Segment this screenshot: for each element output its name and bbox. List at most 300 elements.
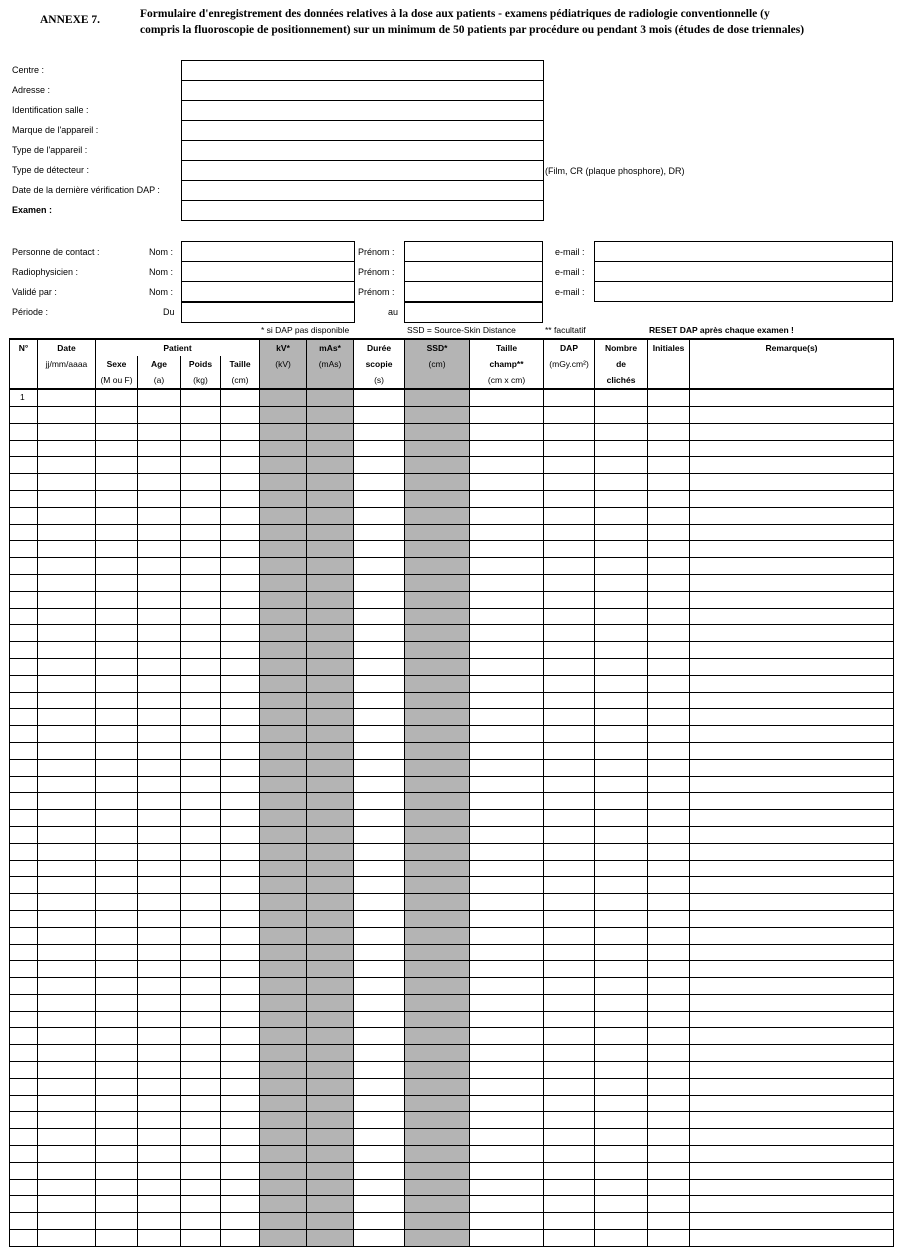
table-cell[interactable] xyxy=(38,389,96,407)
table-cell[interactable] xyxy=(544,944,595,961)
table-cell[interactable] xyxy=(690,541,894,558)
table-cell[interactable] xyxy=(96,457,138,474)
table-cell[interactable] xyxy=(470,759,544,776)
table-cell[interactable] xyxy=(354,608,405,625)
table-cell[interactable] xyxy=(307,692,354,709)
table-cell[interactable] xyxy=(181,423,221,440)
table-cell[interactable] xyxy=(10,826,38,843)
table-cell[interactable] xyxy=(138,1146,181,1163)
table-cell[interactable] xyxy=(544,826,595,843)
table-cell[interactable] xyxy=(354,541,405,558)
table-cell[interactable] xyxy=(221,1230,260,1247)
table-cell[interactable] xyxy=(96,742,138,759)
table-cell[interactable] xyxy=(307,759,354,776)
table-cell[interactable] xyxy=(181,1146,221,1163)
table-cell[interactable] xyxy=(648,994,690,1011)
table-cell[interactable] xyxy=(544,894,595,911)
table-cell[interactable] xyxy=(595,978,648,995)
table-cell[interactable] xyxy=(38,675,96,692)
table-cell[interactable] xyxy=(690,507,894,524)
table-cell[interactable] xyxy=(260,658,307,675)
table-cell[interactable] xyxy=(405,759,470,776)
table-cell[interactable] xyxy=(260,793,307,810)
device-field-input[interactable] xyxy=(181,180,544,201)
table-cell[interactable] xyxy=(595,642,648,659)
table-cell[interactable] xyxy=(595,776,648,793)
table-cell[interactable] xyxy=(354,961,405,978)
table-cell[interactable] xyxy=(38,1213,96,1230)
table-cell[interactable] xyxy=(354,524,405,541)
table-cell[interactable] xyxy=(544,1179,595,1196)
table-cell[interactable] xyxy=(260,1062,307,1079)
table-cell[interactable] xyxy=(470,810,544,827)
table-cell[interactable] xyxy=(690,927,894,944)
table-cell[interactable] xyxy=(544,642,595,659)
table-cell[interactable] xyxy=(544,709,595,726)
table-cell[interactable] xyxy=(260,843,307,860)
table-cell[interactable] xyxy=(10,558,38,575)
table-cell[interactable] xyxy=(96,910,138,927)
table-cell[interactable] xyxy=(690,608,894,625)
table-cell[interactable] xyxy=(690,742,894,759)
table-cell[interactable] xyxy=(138,591,181,608)
table-cell[interactable] xyxy=(690,574,894,591)
table-cell[interactable] xyxy=(405,944,470,961)
table-cell[interactable] xyxy=(221,1179,260,1196)
row-number[interactable]: 1 xyxy=(10,389,38,407)
table-cell[interactable] xyxy=(260,524,307,541)
table-cell[interactable] xyxy=(405,407,470,424)
table-cell[interactable] xyxy=(221,742,260,759)
table-cell[interactable] xyxy=(38,524,96,541)
table-cell[interactable] xyxy=(648,440,690,457)
table-cell[interactable] xyxy=(138,1129,181,1146)
table-cell[interactable] xyxy=(38,759,96,776)
table-cell[interactable] xyxy=(307,591,354,608)
table-cell[interactable] xyxy=(181,675,221,692)
table-cell[interactable] xyxy=(354,860,405,877)
table-cell[interactable] xyxy=(307,843,354,860)
table-cell[interactable] xyxy=(260,423,307,440)
table-cell[interactable] xyxy=(181,1011,221,1028)
table-cell[interactable] xyxy=(595,423,648,440)
table-cell[interactable] xyxy=(648,692,690,709)
table-cell[interactable] xyxy=(470,860,544,877)
table-cell[interactable] xyxy=(181,1213,221,1230)
table-cell[interactable] xyxy=(405,1129,470,1146)
table-cell[interactable] xyxy=(221,961,260,978)
table-cell[interactable] xyxy=(181,658,221,675)
table-cell[interactable] xyxy=(470,927,544,944)
table-cell[interactable] xyxy=(38,658,96,675)
table-cell[interactable] xyxy=(648,541,690,558)
table-cell[interactable] xyxy=(138,1045,181,1062)
table-cell[interactable] xyxy=(138,1062,181,1079)
device-field-input[interactable] xyxy=(181,60,544,81)
table-cell[interactable] xyxy=(405,574,470,591)
table-cell[interactable] xyxy=(470,1162,544,1179)
table-cell[interactable] xyxy=(221,675,260,692)
table-cell[interactable] xyxy=(690,793,894,810)
table-cell[interactable] xyxy=(96,1162,138,1179)
table-cell[interactable] xyxy=(595,692,648,709)
table-cell[interactable] xyxy=(544,625,595,642)
table-cell[interactable] xyxy=(38,726,96,743)
table-cell[interactable] xyxy=(595,675,648,692)
table-cell[interactable] xyxy=(10,860,38,877)
table-cell[interactable] xyxy=(690,860,894,877)
table-cell[interactable] xyxy=(354,625,405,642)
table-cell[interactable] xyxy=(690,961,894,978)
table-cell[interactable] xyxy=(405,793,470,810)
table-cell[interactable] xyxy=(595,407,648,424)
table-cell[interactable] xyxy=(10,1028,38,1045)
table-cell[interactable] xyxy=(307,1213,354,1230)
table-cell[interactable] xyxy=(690,759,894,776)
table-cell[interactable] xyxy=(648,1011,690,1028)
table-cell[interactable] xyxy=(181,1028,221,1045)
table-cell[interactable] xyxy=(307,1078,354,1095)
table-cell[interactable] xyxy=(354,910,405,927)
table-cell[interactable] xyxy=(181,894,221,911)
table-cell[interactable] xyxy=(544,507,595,524)
table-cell[interactable] xyxy=(690,658,894,675)
table-cell[interactable] xyxy=(181,474,221,491)
table-cell[interactable] xyxy=(181,1095,221,1112)
table-cell[interactable] xyxy=(690,978,894,995)
table-cell[interactable] xyxy=(221,389,260,407)
table-cell[interactable] xyxy=(221,1196,260,1213)
table-cell[interactable] xyxy=(354,1011,405,1028)
table-cell[interactable] xyxy=(96,608,138,625)
table-cell[interactable] xyxy=(96,810,138,827)
table-cell[interactable] xyxy=(307,944,354,961)
table-cell[interactable] xyxy=(307,558,354,575)
table-cell[interactable] xyxy=(38,1095,96,1112)
table-cell[interactable] xyxy=(544,1011,595,1028)
table-cell[interactable] xyxy=(260,1196,307,1213)
table-cell[interactable] xyxy=(181,961,221,978)
table-cell[interactable] xyxy=(38,474,96,491)
table-cell[interactable] xyxy=(307,608,354,625)
table-cell[interactable] xyxy=(544,1045,595,1062)
table-cell[interactable] xyxy=(96,574,138,591)
table-cell[interactable] xyxy=(354,994,405,1011)
device-field-input[interactable] xyxy=(181,100,544,121)
table-cell[interactable] xyxy=(405,1028,470,1045)
table-cell[interactable] xyxy=(405,776,470,793)
table-cell[interactable] xyxy=(307,1095,354,1112)
table-cell[interactable] xyxy=(221,591,260,608)
table-cell[interactable] xyxy=(544,1146,595,1163)
table-cell[interactable] xyxy=(354,423,405,440)
table-cell[interactable] xyxy=(354,894,405,911)
table-cell[interactable] xyxy=(96,692,138,709)
table-cell[interactable] xyxy=(221,1129,260,1146)
table-cell[interactable] xyxy=(544,524,595,541)
table-cell[interactable] xyxy=(470,541,544,558)
table-cell[interactable] xyxy=(405,625,470,642)
table-cell[interactable] xyxy=(354,490,405,507)
table-cell[interactable] xyxy=(648,759,690,776)
table-cell[interactable] xyxy=(544,1196,595,1213)
table-cell[interactable] xyxy=(221,826,260,843)
table-cell[interactable] xyxy=(405,675,470,692)
table-cell[interactable] xyxy=(96,860,138,877)
table-cell[interactable] xyxy=(10,675,38,692)
table-cell[interactable] xyxy=(221,726,260,743)
table-cell[interactable] xyxy=(544,1062,595,1079)
table-cell[interactable] xyxy=(38,843,96,860)
table-cell[interactable] xyxy=(307,1028,354,1045)
table-cell[interactable] xyxy=(260,1045,307,1062)
table-cell[interactable] xyxy=(354,1095,405,1112)
table-cell[interactable] xyxy=(138,709,181,726)
table-cell[interactable] xyxy=(405,910,470,927)
table-cell[interactable] xyxy=(470,1230,544,1247)
table-cell[interactable] xyxy=(38,608,96,625)
table-cell[interactable] xyxy=(96,1196,138,1213)
table-cell[interactable] xyxy=(260,944,307,961)
table-cell[interactable] xyxy=(221,1062,260,1079)
table-cell[interactable] xyxy=(138,810,181,827)
table-cell[interactable] xyxy=(648,675,690,692)
table-cell[interactable] xyxy=(181,625,221,642)
table-cell[interactable] xyxy=(138,1179,181,1196)
table-cell[interactable] xyxy=(405,1095,470,1112)
table-cell[interactable] xyxy=(354,389,405,407)
table-cell[interactable] xyxy=(690,1045,894,1062)
table-cell[interactable] xyxy=(10,1045,38,1062)
table-cell[interactable] xyxy=(38,1112,96,1129)
table-cell[interactable] xyxy=(470,1062,544,1079)
table-cell[interactable] xyxy=(354,944,405,961)
table-cell[interactable] xyxy=(690,776,894,793)
table-cell[interactable] xyxy=(260,994,307,1011)
table-cell[interactable] xyxy=(181,457,221,474)
table-cell[interactable] xyxy=(221,608,260,625)
table-cell[interactable] xyxy=(260,389,307,407)
table-cell[interactable] xyxy=(595,440,648,457)
table-cell[interactable] xyxy=(544,1129,595,1146)
table-cell[interactable] xyxy=(96,407,138,424)
table-cell[interactable] xyxy=(354,1028,405,1045)
table-cell[interactable] xyxy=(648,978,690,995)
table-cell[interactable] xyxy=(38,810,96,827)
table-cell[interactable] xyxy=(690,591,894,608)
table-cell[interactable] xyxy=(405,591,470,608)
table-cell[interactable] xyxy=(354,742,405,759)
table-cell[interactable] xyxy=(181,1196,221,1213)
table-cell[interactable] xyxy=(307,709,354,726)
table-cell[interactable] xyxy=(260,1146,307,1163)
table-cell[interactable] xyxy=(690,490,894,507)
table-cell[interactable] xyxy=(38,692,96,709)
table-cell[interactable] xyxy=(470,709,544,726)
table-cell[interactable] xyxy=(470,776,544,793)
table-cell[interactable] xyxy=(595,742,648,759)
table-cell[interactable] xyxy=(138,658,181,675)
table-cell[interactable] xyxy=(307,726,354,743)
table-cell[interactable] xyxy=(260,1213,307,1230)
table-cell[interactable] xyxy=(307,776,354,793)
table-cell[interactable] xyxy=(38,625,96,642)
table-cell[interactable] xyxy=(690,810,894,827)
table-cell[interactable] xyxy=(405,810,470,827)
table-cell[interactable] xyxy=(648,793,690,810)
table-cell[interactable] xyxy=(470,608,544,625)
table-cell[interactable] xyxy=(544,759,595,776)
table-cell[interactable] xyxy=(544,1112,595,1129)
table-cell[interactable] xyxy=(307,1112,354,1129)
table-cell[interactable] xyxy=(648,1230,690,1247)
table-cell[interactable] xyxy=(470,877,544,894)
table-cell[interactable] xyxy=(181,726,221,743)
table-cell[interactable] xyxy=(470,524,544,541)
table-cell[interactable] xyxy=(648,910,690,927)
table-cell[interactable] xyxy=(470,389,544,407)
table-cell[interactable] xyxy=(470,1028,544,1045)
table-cell[interactable] xyxy=(38,440,96,457)
table-cell[interactable] xyxy=(307,894,354,911)
table-cell[interactable] xyxy=(470,423,544,440)
contact-prenom-field[interactable] xyxy=(404,261,543,282)
table-cell[interactable] xyxy=(138,843,181,860)
table-cell[interactable] xyxy=(260,574,307,591)
table-cell[interactable] xyxy=(405,1162,470,1179)
table-cell[interactable] xyxy=(10,474,38,491)
table-cell[interactable] xyxy=(96,843,138,860)
table-cell[interactable] xyxy=(221,843,260,860)
table-cell[interactable] xyxy=(470,961,544,978)
table-cell[interactable] xyxy=(690,1162,894,1179)
table-cell[interactable] xyxy=(690,1095,894,1112)
table-cell[interactable] xyxy=(10,927,38,944)
contact-nom-field[interactable] xyxy=(181,281,355,302)
table-cell[interactable] xyxy=(595,658,648,675)
table-cell[interactable] xyxy=(354,877,405,894)
table-cell[interactable] xyxy=(354,843,405,860)
table-cell[interactable] xyxy=(354,474,405,491)
table-cell[interactable] xyxy=(96,389,138,407)
table-cell[interactable] xyxy=(470,742,544,759)
table-cell[interactable] xyxy=(10,658,38,675)
table-cell[interactable] xyxy=(181,709,221,726)
table-cell[interactable] xyxy=(138,490,181,507)
table-cell[interactable] xyxy=(595,1062,648,1079)
table-cell[interactable] xyxy=(648,742,690,759)
table-cell[interactable] xyxy=(38,1011,96,1028)
table-cell[interactable] xyxy=(595,894,648,911)
table-cell[interactable] xyxy=(595,558,648,575)
table-cell[interactable] xyxy=(138,1078,181,1095)
table-cell[interactable] xyxy=(354,709,405,726)
table-cell[interactable] xyxy=(138,1162,181,1179)
table-cell[interactable] xyxy=(260,440,307,457)
table-cell[interactable] xyxy=(138,1196,181,1213)
table-cell[interactable] xyxy=(354,1062,405,1079)
table-cell[interactable] xyxy=(595,625,648,642)
table-cell[interactable] xyxy=(138,474,181,491)
table-cell[interactable] xyxy=(138,389,181,407)
table-cell[interactable] xyxy=(544,1095,595,1112)
table-cell[interactable] xyxy=(307,927,354,944)
table-cell[interactable] xyxy=(38,860,96,877)
table-cell[interactable] xyxy=(181,490,221,507)
table-cell[interactable] xyxy=(405,457,470,474)
table-cell[interactable] xyxy=(138,1028,181,1045)
table-cell[interactable] xyxy=(354,407,405,424)
contact-email-field[interactable] xyxy=(594,261,893,282)
table-cell[interactable] xyxy=(38,1028,96,1045)
table-cell[interactable] xyxy=(138,524,181,541)
table-cell[interactable] xyxy=(138,742,181,759)
table-cell[interactable] xyxy=(138,776,181,793)
table-cell[interactable] xyxy=(648,1179,690,1196)
table-cell[interactable] xyxy=(96,776,138,793)
table-cell[interactable] xyxy=(260,1129,307,1146)
table-cell[interactable] xyxy=(405,877,470,894)
table-cell[interactable] xyxy=(10,524,38,541)
table-cell[interactable] xyxy=(648,389,690,407)
table-cell[interactable] xyxy=(690,994,894,1011)
table-cell[interactable] xyxy=(96,894,138,911)
table-cell[interactable] xyxy=(38,994,96,1011)
table-cell[interactable] xyxy=(595,608,648,625)
table-cell[interactable] xyxy=(138,692,181,709)
table-cell[interactable] xyxy=(221,793,260,810)
table-cell[interactable] xyxy=(181,574,221,591)
table-cell[interactable] xyxy=(354,826,405,843)
table-cell[interactable] xyxy=(260,961,307,978)
table-cell[interactable] xyxy=(470,574,544,591)
table-cell[interactable] xyxy=(690,877,894,894)
table-cell[interactable] xyxy=(10,894,38,911)
table-cell[interactable] xyxy=(648,507,690,524)
table-cell[interactable] xyxy=(38,793,96,810)
table-cell[interactable] xyxy=(470,1129,544,1146)
table-cell[interactable] xyxy=(221,490,260,507)
table-cell[interactable] xyxy=(10,574,38,591)
table-cell[interactable] xyxy=(138,894,181,911)
table-cell[interactable] xyxy=(690,1129,894,1146)
table-cell[interactable] xyxy=(595,1078,648,1095)
table-cell[interactable] xyxy=(648,658,690,675)
table-cell[interactable] xyxy=(38,894,96,911)
table-cell[interactable] xyxy=(354,574,405,591)
table-cell[interactable] xyxy=(690,524,894,541)
table-cell[interactable] xyxy=(307,474,354,491)
table-cell[interactable] xyxy=(470,474,544,491)
table-cell[interactable] xyxy=(181,776,221,793)
table-cell[interactable] xyxy=(595,1095,648,1112)
table-cell[interactable] xyxy=(181,994,221,1011)
table-cell[interactable] xyxy=(260,558,307,575)
table-cell[interactable] xyxy=(10,1230,38,1247)
table-cell[interactable] xyxy=(260,726,307,743)
table-cell[interactable] xyxy=(648,826,690,843)
table-cell[interactable] xyxy=(260,759,307,776)
table-cell[interactable] xyxy=(260,709,307,726)
table-cell[interactable] xyxy=(221,658,260,675)
table-cell[interactable] xyxy=(405,524,470,541)
table-cell[interactable] xyxy=(38,457,96,474)
table-cell[interactable] xyxy=(470,558,544,575)
table-cell[interactable] xyxy=(38,490,96,507)
table-cell[interactable] xyxy=(260,742,307,759)
table-cell[interactable] xyxy=(690,1179,894,1196)
table-cell[interactable] xyxy=(307,389,354,407)
